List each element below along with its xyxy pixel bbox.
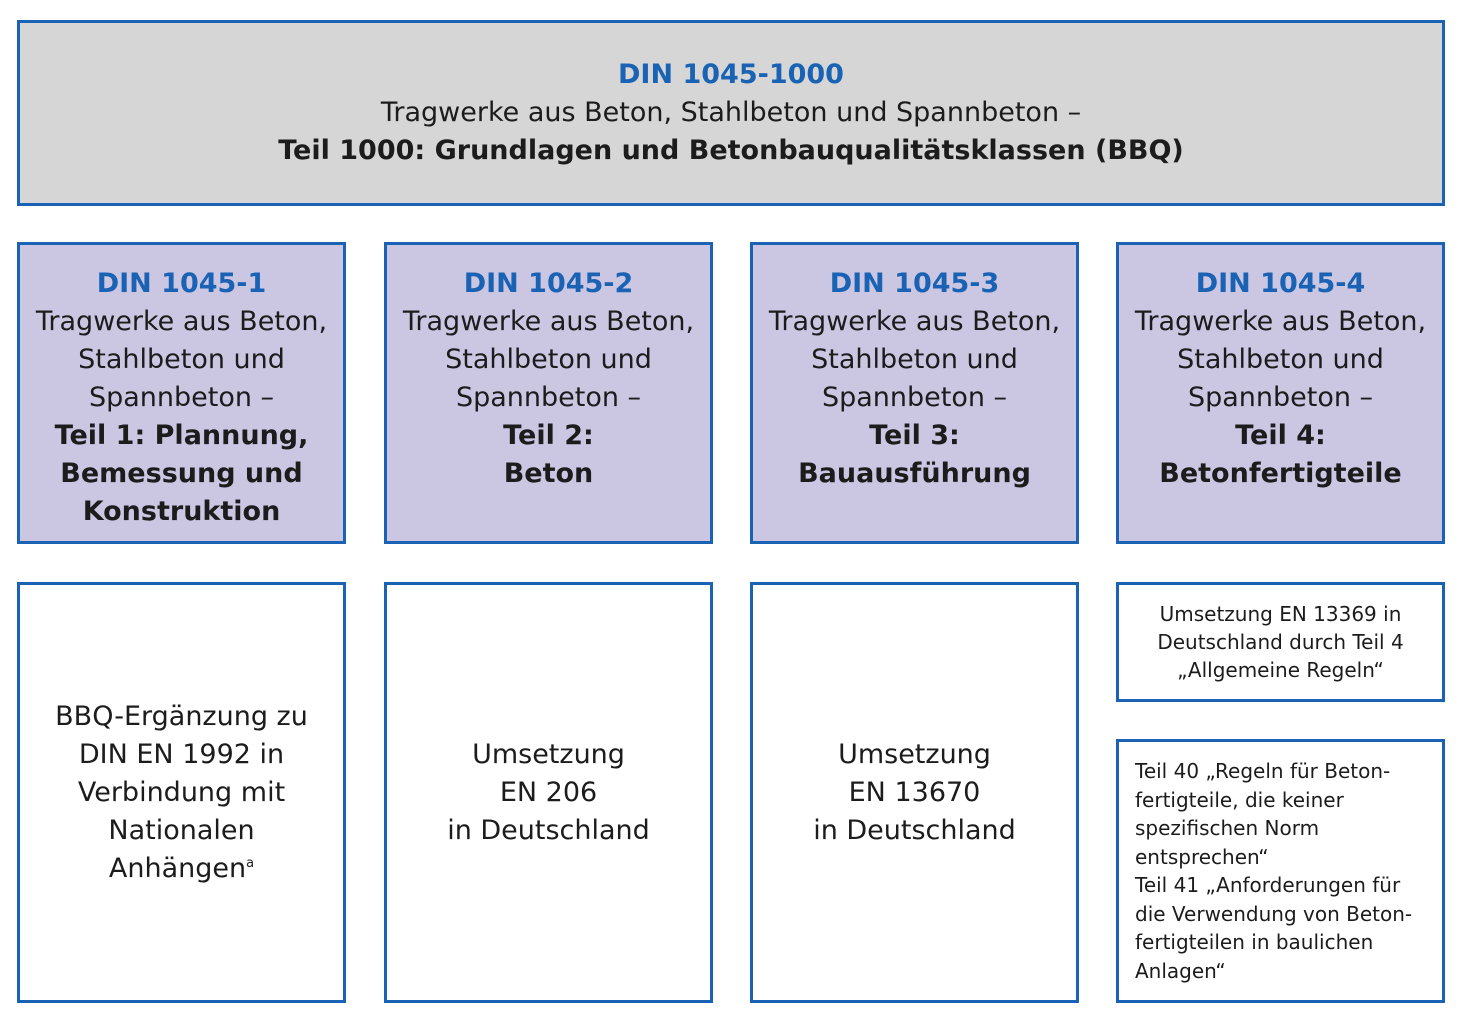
din-1045-1000-code: DIN 1045-1000 — [618, 59, 844, 90]
part-bold-line: Bemessung und — [60, 458, 303, 489]
bottom-line: entsprechen“ — [1135, 844, 1269, 869]
bottom-line-with-footnote — [109, 850, 254, 888]
bottom-line: Anhängen — [108, 852, 247, 884]
bottom-line: Deutschland durch Teil 4 — [1157, 630, 1404, 654]
part-bold-line: Teil 1: Plannung, — [54, 420, 309, 451]
part-bold-line: Teil 4: — [1235, 420, 1326, 451]
bottom-line: DIN EN 1992 in — [78, 738, 285, 770]
part-title-line: Stahlbeton und — [78, 344, 285, 375]
part-bold-line: Betonfertigteile — [1159, 458, 1402, 489]
bottom-line: Umsetzung — [472, 738, 625, 770]
bottom-line: Anlagen“ — [1135, 958, 1226, 983]
bottom-line: spezifischen Norm — [1135, 816, 1320, 840]
part-bold-line: Beton — [503, 458, 594, 489]
part-title-line: Stahlbeton und — [445, 344, 652, 375]
part-bold-line: Teil 2: — [503, 420, 594, 451]
din-1045-1-box — [17, 242, 346, 544]
bottom-line: EN 206 — [499, 776, 598, 808]
bottom-line: fertigteile, die keiner — [1135, 787, 1344, 812]
part-title-line: Tragwerke aus Beton, — [402, 306, 695, 337]
part-title-line: Spannbeton – — [821, 382, 1008, 413]
din-1045-1000-title: Tragwerke aus Beton, Stahlbeton und Spannbeton – — [380, 97, 1082, 128]
bottom-line: fertigteilen in baulichen — [1135, 930, 1374, 954]
bottom-line: „Allgemeine Regeln“ — [1177, 658, 1384, 682]
part-code: DIN 1045-4 — [1195, 268, 1366, 299]
part-code: DIN 1045-2 — [463, 268, 634, 299]
bottom-line: Verbindung mit — [77, 776, 286, 808]
part-title-line: Stahlbeton und — [1177, 344, 1384, 375]
din-1045-2-box — [384, 242, 713, 544]
part-title-line: Spannbeton – — [1187, 382, 1374, 413]
bottom-line: in Deutschland — [813, 814, 1016, 846]
bottom-line: Umsetzung — [838, 738, 991, 770]
umsetzung-en-13369-box — [1116, 582, 1445, 702]
part-title-line: Tragwerke aus Beton, — [768, 306, 1061, 337]
din-1045-4-box — [1116, 242, 1445, 544]
part-bold-line: Bauausführung — [798, 458, 1031, 489]
part-title-line: Spannbeton – — [88, 382, 275, 413]
din-1045-1000-subtitle: Teil 1000: Grundlagen und Betonbauqualitätsklassen (BBQ) — [278, 135, 1184, 166]
bottom-line: Nationalen — [108, 814, 255, 846]
part-code: DIN 1045-1 — [96, 268, 267, 299]
bottom-line: EN 13670 — [848, 776, 981, 808]
bottom-line: in Deutschland — [447, 814, 650, 846]
teil-40-41-box — [1116, 739, 1445, 1003]
part-title-line: Tragwerke aus Beton, — [1134, 306, 1427, 337]
bottom-line: BBQ-Ergänzung zu — [55, 700, 308, 732]
part-code: DIN 1045-3 — [829, 268, 1000, 299]
bottom-line: Teil 40 „Regeln für Beton- — [1135, 759, 1391, 783]
din-1045-1000-box — [17, 20, 1445, 206]
bottom-line: Teil 41 „Anforderungen für — [1135, 873, 1401, 897]
umsetzung-en-206-box — [384, 582, 713, 1003]
footnote-marker: a — [246, 855, 255, 871]
umsetzung-en-13670-box — [750, 582, 1079, 1003]
part-title-line: Tragwerke aus Beton, — [35, 306, 328, 337]
bottom-line: die Verwendung von Beton- — [1135, 901, 1413, 926]
part-bold-line: Teil 3: — [869, 420, 960, 451]
part-title-line: Stahlbeton und — [811, 344, 1018, 375]
din-1045-3-box — [750, 242, 1079, 544]
part-bold-line: Konstruktion — [82, 496, 281, 527]
bottom-line: Umsetzung EN 13369 in — [1159, 602, 1402, 626]
part-title-line: Spannbeton – — [455, 382, 642, 413]
bbq-ergaenzung-box — [17, 582, 346, 1003]
